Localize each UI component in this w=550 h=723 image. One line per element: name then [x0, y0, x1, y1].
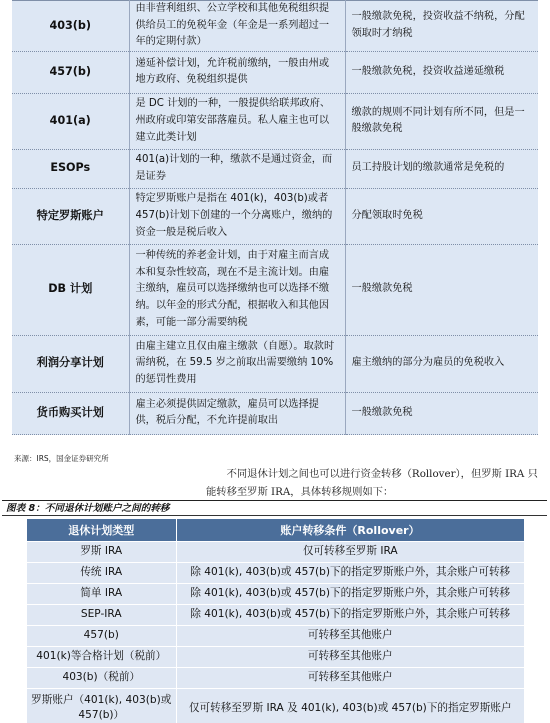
figure-caption-text: 图表 8：不同退休计划账户之间的转移: [6, 503, 170, 514]
table-row: [27, 646, 524, 667]
table-row: [27, 688, 524, 723]
table-row: [12, 244, 538, 335]
plan-name-cell: 货币购买计划: [12, 392, 129, 434]
table-row: [12, 392, 538, 434]
plan-type-cell: 罗斯 IRA: [27, 541, 176, 562]
plan-name-cell: 401(a): [12, 93, 129, 149]
plan-tax-cell: 分配领取时免税: [345, 188, 538, 244]
source-note: 来源：IRS，国金证券研究所: [14, 454, 109, 463]
plan-type-cell: 401(k)等合格计划（税前）: [27, 646, 176, 667]
plan-description-cell: 是 DC 计划的一种，一般提供给联邦政府、州政府或印第安部落雇员。私人雇主也可以建立此类计划: [129, 93, 345, 149]
plan-name-cell: ESOPs: [12, 149, 129, 188]
plan-type-cell: 罗斯账户（401(k), 403(b)或 457(b)）: [27, 688, 176, 723]
plan-name-cell: 403(b): [12, 1, 129, 52]
table-row: [27, 562, 524, 583]
plan-tax-cell: 缴款的规则不同计划有所不同，但是一般缴款免税: [345, 93, 538, 149]
column-header: 账户转移条件（Rollover）: [176, 519, 524, 541]
rollover-condition-cell: 可转移至其他账户: [176, 667, 524, 688]
plan-tax-cell: 员工持股计划的缴款通常是免税的: [345, 149, 538, 188]
table-row: [12, 51, 538, 93]
column-header: 退休计划类型: [27, 519, 176, 541]
plan-tax-cell: 一般缴款免税: [345, 392, 538, 434]
plan-name-cell: 457(b): [12, 51, 129, 93]
rollover-condition-cell: 除 401(k), 403(b)或 457(b)下的指定罗斯账户外，其余账户可转移: [176, 604, 524, 625]
plan-description-cell: 由非营利组织、公立学校和其他免税组织提供给员工的免税年金（年金是一系列超过一年的定期付款）: [129, 1, 345, 52]
rollover-condition-cell: 可转移至其他账户: [176, 625, 524, 646]
rollover-condition-cell: 仅可转移至罗斯 IRA 及 401(k), 403(b)或 457(b)下的指定罗斯账户: [176, 688, 524, 723]
table-row: [12, 1, 538, 52]
plan-name-cell: 特定罗斯账户: [12, 188, 129, 244]
plan-name-cell: DB 计划: [12, 244, 129, 335]
plan-tax-cell: 一般缴款免税，投资收益递延缴税: [345, 51, 538, 93]
rollover-condition-cell: 可转移至其他账户: [176, 646, 524, 667]
plan-description-cell: 401(a)计划的一种，缴款不是通过资金，而是证券: [129, 149, 345, 188]
plan-description-cell: 特定罗斯账户是指在 401(k)，403(b)或者 457(b)计划下创建的一个分离账户，缴纳的资金一般是税后收入: [129, 188, 345, 244]
table-row: [27, 604, 524, 625]
intro-paragraph: 不同退休计划之间也可以进行资金转移（Rollover），但罗斯 IRA 只能转移至罗斯 IRA，具体转移规则如下：: [206, 468, 538, 498]
plan-type-cell: 403(b)（税前）: [27, 667, 176, 688]
plan-type-cell: 457(b): [27, 625, 176, 646]
plan-tax-cell: 雇主缴纳的部分为雇员的免税收入: [345, 335, 538, 392]
table-row: [27, 541, 524, 562]
plan-description-cell: 由雇主建立且仅由雇主缴款（自愿）。取款时需纳税，在 59.5 岁之前取出需要缴纳 10%的惩罚性费用: [129, 335, 345, 392]
table-row: [27, 625, 524, 646]
table-row: [27, 667, 524, 688]
table-header-row: [27, 519, 524, 541]
table-row: [12, 93, 538, 149]
table-row: [12, 335, 538, 392]
rollover-condition-cell: 仅可转移至罗斯 IRA: [176, 541, 524, 562]
plan-tax-cell: 一般缴款免税，投资收益不纳税，分配领取时才纳税: [345, 1, 538, 52]
table-row: [12, 149, 538, 188]
plan-type-cell: 简单 IRA: [27, 583, 176, 604]
retirement-plans-table: [12, 0, 538, 435]
table-row: [27, 583, 524, 604]
rollover-rules-table: [27, 519, 525, 723]
rollover-condition-cell: 除 401(k), 403(b)或 457(b)下的指定罗斯账户外，其余账户可转移: [176, 562, 524, 583]
plan-description-cell: 递延补偿计划，允许税前缴纳，一般由州或地方政府、免税组织提供: [129, 51, 345, 93]
plan-type-cell: 传统 IRA: [27, 562, 176, 583]
plan-name-cell: 利润分享计划: [12, 335, 129, 392]
plan-description-cell: 一种传统的养老金计划，由于对雇主而言成本和复杂性较高，现在不是主流计划。由雇主缴纳，雇员可以选择缴纳也可以选择不缴纳。以年金的形式分配，根据收入和其他因素，可能一部分需要纳税: [129, 244, 345, 335]
plan-tax-cell: 一般缴款免税: [345, 244, 538, 335]
plan-description-cell: 雇主必须提供固定缴款，雇员可以选择提供，税后分配，不允许提前取出: [129, 392, 345, 434]
plan-type-cell: SEP-IRA: [27, 604, 176, 625]
rollover-condition-cell: 除 401(k), 403(b)或 457(b)下的指定罗斯账户外，其余账户可转移: [176, 583, 524, 604]
caption-divider: [2, 515, 547, 516]
figure-caption: [2, 500, 547, 516]
table-row: [12, 188, 538, 244]
